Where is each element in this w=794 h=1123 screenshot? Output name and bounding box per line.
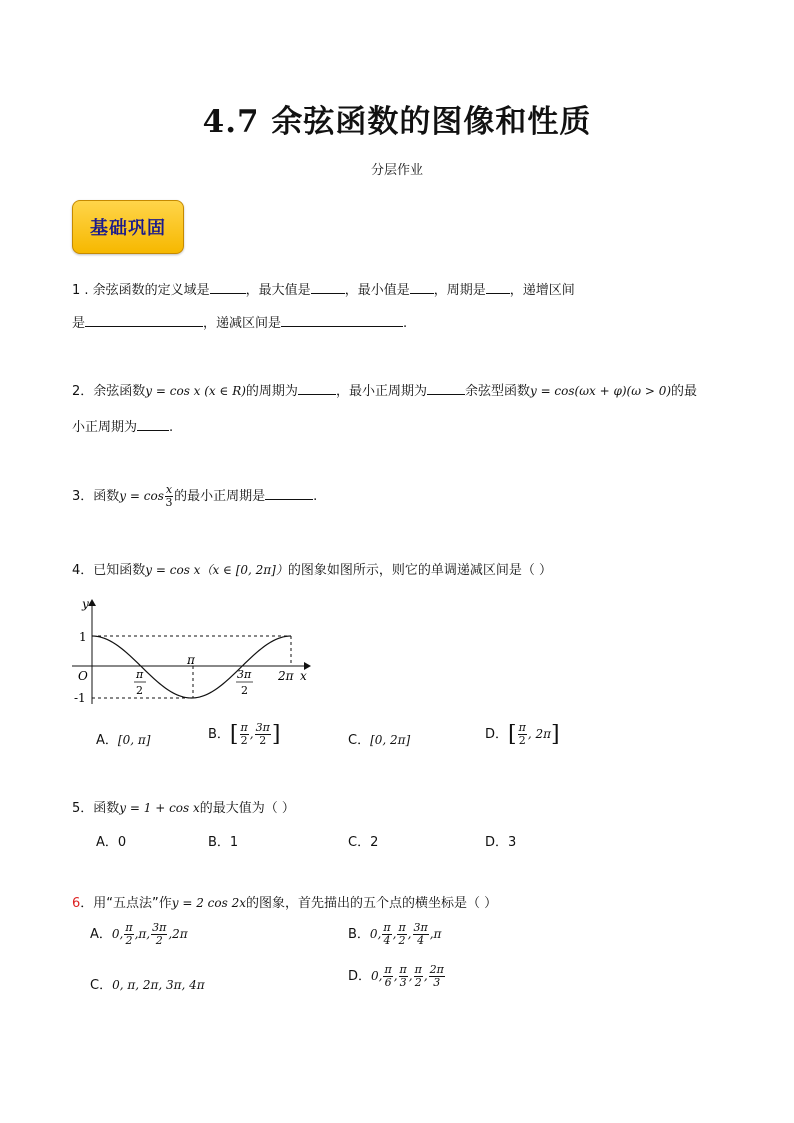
page-subtitle: 分层作业 bbox=[370, 163, 423, 178]
q2-text: 小正周期为 bbox=[72, 420, 138, 435]
page-title: 4.7 余弦函数的图像和性质 bbox=[202, 104, 592, 140]
tick-label-neg1: -1 bbox=[74, 691, 86, 705]
option-label: B． bbox=[208, 835, 230, 850]
option-b-math: [ $\frac{\pi}{2}$ , $\frac{3\pi}{2}$ ] bbox=[229, 721, 281, 747]
q1-text: ，最大值是 bbox=[245, 283, 311, 298]
answer-blank[interactable] bbox=[427, 380, 465, 395]
answer-blank[interactable] bbox=[281, 312, 403, 327]
option-label: D． bbox=[485, 835, 509, 850]
q6-text: 的图象，首先描出的五个点的横坐标是（ ） bbox=[246, 896, 498, 911]
q4-text: 4．已知函数 bbox=[72, 563, 146, 578]
q6-option-c[interactable] bbox=[90, 974, 205, 993]
q3-formula: y = cos bbox=[119, 489, 164, 503]
tick-label-1: 1 bbox=[79, 630, 87, 644]
option-text: 2 bbox=[370, 835, 379, 850]
question-4 bbox=[72, 560, 732, 581]
q6-number: 6 bbox=[72, 896, 81, 911]
q4-option-c[interactable] bbox=[348, 729, 410, 748]
option-text: 3 bbox=[508, 835, 517, 850]
q4-text: 的图象如图所示，则它的单调递减区间是（ ） bbox=[287, 563, 553, 578]
q2-text: 的最 bbox=[671, 384, 698, 399]
option-text: [0, 2π] bbox=[370, 733, 411, 747]
x-axis-label: x bbox=[300, 669, 307, 683]
q6-option-b[interactable] bbox=[348, 922, 441, 947]
question-2-line-1 bbox=[72, 380, 732, 402]
q6-formula: y = 2 cos 2x bbox=[171, 896, 246, 910]
q1-text: . bbox=[403, 316, 408, 331]
frac-num: x bbox=[165, 483, 173, 496]
q6-option-d[interactable] bbox=[348, 964, 446, 989]
section-badge bbox=[72, 200, 184, 254]
q4-option-d[interactable] bbox=[485, 722, 560, 747]
q2-text: . bbox=[169, 420, 174, 435]
q2-text: 余弦型函数 bbox=[464, 384, 530, 399]
option-label: B． bbox=[348, 927, 370, 942]
cosine-curve bbox=[92, 636, 291, 698]
q5-text: 5．函数 bbox=[72, 801, 120, 816]
option-label: C． bbox=[348, 835, 371, 850]
answer-blank[interactable] bbox=[410, 279, 434, 294]
question-5 bbox=[72, 798, 732, 819]
option-label: C． bbox=[90, 978, 113, 993]
answer-blank[interactable] bbox=[137, 416, 169, 431]
q2-formula: y = cos x (x ∈ R) bbox=[145, 384, 246, 398]
frac-den: 3 bbox=[165, 496, 173, 509]
q2-text: 2．余弦函数 bbox=[72, 384, 146, 399]
q1-text: 是 bbox=[72, 316, 86, 331]
tick-label-pi: π bbox=[187, 653, 195, 667]
y-axis-label: y bbox=[82, 597, 89, 611]
question-6 bbox=[72, 893, 732, 914]
answer-blank[interactable] bbox=[311, 279, 345, 294]
option-label: A． bbox=[96, 835, 118, 850]
option-a-math: 0, $\frac{\pi}{2}$ ,π, $\frac{3\pi}{2}$ ,2π bbox=[111, 921, 188, 947]
q2-text: 的周期为 bbox=[245, 384, 298, 399]
tick-label-pi-half-den: 2 bbox=[136, 684, 143, 697]
option-text: 0 bbox=[117, 835, 127, 850]
option-label: A． bbox=[96, 733, 118, 748]
q5-option-c[interactable] bbox=[348, 831, 378, 850]
question-2-line-2 bbox=[72, 416, 732, 438]
q2-formula: y = cos(ωx + φ)(ω > 0) bbox=[529, 384, 672, 398]
cosine-graph bbox=[66, 594, 326, 714]
tick-label-3pi-half-den: 2 bbox=[241, 684, 248, 697]
q4-formula: y = cos x bbox=[145, 563, 201, 577]
q5-option-b[interactable] bbox=[208, 831, 238, 850]
q3-text: 的最小正周期是 bbox=[174, 489, 266, 504]
q1-text: ，递增区间 bbox=[509, 283, 575, 298]
option-label: B． bbox=[208, 727, 230, 742]
q3-fraction bbox=[165, 484, 173, 509]
option-d-math: [ $\frac{\pi}{2}$ , 2π] bbox=[508, 721, 560, 747]
q3-text: . bbox=[313, 489, 318, 504]
answer-blank[interactable] bbox=[298, 380, 336, 395]
answer-blank[interactable] bbox=[265, 485, 313, 500]
q3-text: 3．函数 bbox=[72, 489, 120, 504]
q4-option-a[interactable] bbox=[96, 729, 150, 748]
q6-option-a[interactable] bbox=[90, 922, 188, 947]
option-text: [0, π] bbox=[117, 733, 151, 747]
section-badge-label: 基础巩固 bbox=[90, 218, 166, 239]
option-text: 0, π, 2π, 3π, 4π bbox=[112, 978, 205, 992]
option-d-math: 0, $\frac{\pi}{6}$ , $\frac{\pi}{3}$ , $\frac{\pi}{2}$ , $\frac{2\pi}{3}$ bbox=[371, 963, 444, 989]
answer-blank[interactable] bbox=[85, 312, 203, 327]
q5-option-d[interactable] bbox=[485, 831, 516, 850]
question-1-line-2 bbox=[72, 312, 732, 334]
option-text: 1 bbox=[229, 835, 239, 850]
option-label: C． bbox=[348, 733, 371, 748]
option-label: D． bbox=[485, 727, 509, 742]
q2-text: ，最小正周期为 bbox=[335, 384, 427, 399]
q5-formula: y = 1 + cos x bbox=[119, 801, 200, 815]
q1-text: ，递减区间是 bbox=[203, 316, 282, 331]
q6-text: ．用“五点法”作 bbox=[80, 896, 172, 911]
q1-text: ，最小值是 bbox=[344, 283, 410, 298]
option-label: A． bbox=[90, 927, 112, 942]
tick-label-2pi: 2π bbox=[278, 669, 294, 683]
q5-option-a[interactable] bbox=[96, 831, 126, 850]
origin-label: O bbox=[78, 669, 88, 683]
q5-text: 的最大值为（ ） bbox=[199, 801, 295, 816]
tick-label-pi-half-num: π bbox=[136, 668, 144, 681]
option-label: D． bbox=[348, 969, 372, 984]
q4-domain: （x ∈ [0, 2π]） bbox=[200, 563, 288, 577]
question-1-line-1 bbox=[72, 279, 732, 301]
answer-blank[interactable] bbox=[210, 279, 246, 294]
answer-blank[interactable] bbox=[486, 279, 510, 294]
option-b-math: 0, $\frac{\pi}{4}$ , $\frac{\pi}{2}$ , $\frac{3\pi}{4}$ ,π bbox=[369, 921, 442, 947]
q4-option-b[interactable] bbox=[208, 722, 280, 747]
tick-label-3pi-half-num: 3π bbox=[237, 668, 252, 681]
q1-text: 1 . 余弦函数的定义域是 bbox=[72, 283, 210, 298]
question-3 bbox=[72, 484, 732, 509]
q1-text: ，周期是 bbox=[433, 283, 486, 298]
